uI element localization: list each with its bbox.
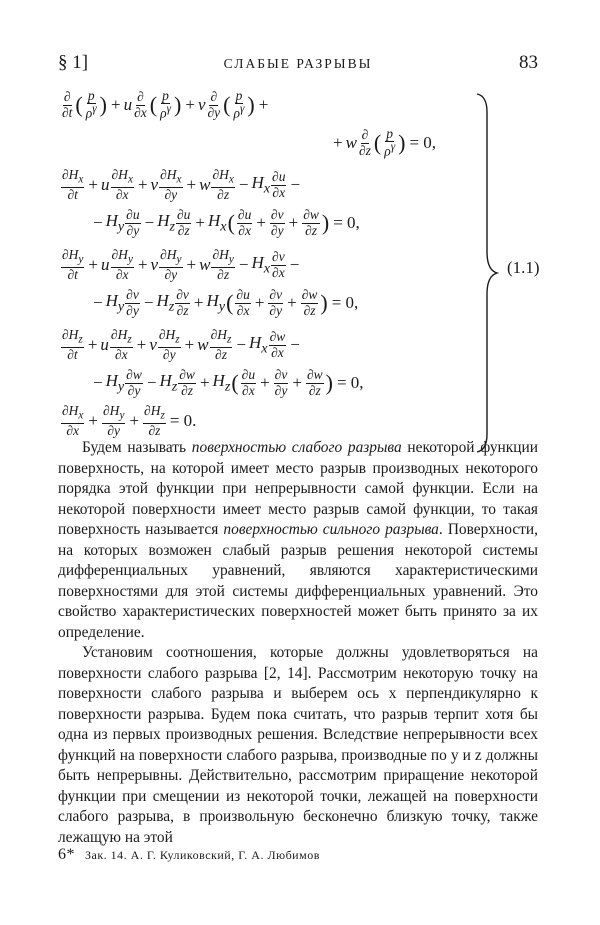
signature-mark: 6* [58,846,75,863]
paragraph-2: Установим соотношения, которые должны удовлетворяться на поверхности слабого разрыва [2, 14]. Рассмотрим некоторую точку на поверхности слабого разрыва и выберем ось x перпендикулярно к поверхности разрыва. Будем пока считать, что разрыв терпит хотя бы одна из первых производных решения. Вследствие непрерывности всех функций на поверхности слабого разрыва, производные по y и z должны быть непрерывны. Действительно, рассмотрим приращение некоторой функции при смещении из некоторой точки, лежащей на поверхности слабого разрыва, в произвольную бесконечно близкую точку, также лежащую на этой [58,644,538,846]
signature-text: Зак. 14. А. Г. Куликовский, Г. А. Любимов [85,848,320,862]
page-number: 83 [519,52,538,73]
body-text [58,438,538,848]
eq-line-4: − $H_y$ ∂u ∂y − $H_z$ ∂u ∂z + $H_x$ ( ∂u ∂x + $\frac{\partial v}{\partial y}$ + $\frac{\partial w}{\partial z}$ ) = 0, [93,207,360,238]
running-title: СЛАБЫЕ РАЗРЫВЫ [223,56,373,71]
eq-line-8: − $H_y$ ∂w ∂y − $H_z$ ∂w ∂z + $H_z$ ( ∂u ∂x + $\frac{\partial v}{\partial y}$ + $\frac{\partial w}{\partial z}$ ) = 0, [93,367,364,398]
right-brace [475,92,499,454]
paragraph-1: Будем называть поверхностью слабого разрыва некоторой функции поверхность, на которой имеет место разрыв производных некоторого порядка этой функции при непрерывности самой функции. Если на некоторой поверхности имеет место разрыв самой функции, то такая поверхность называется поверхностью сильного разрыва. Поверхности, на которых возможен слабый разрыв решения некоторой системы дифференциальных уравнений, являются характеристическими поверхностями для этой системы дифференциальных уравнений. Это свойство характеристических поверхностей может быть принято за их определение. [58,439,538,641]
term-strong-discontinuity: поверхностью сильного разрыва [223,521,439,538]
eq-line-5: $\partial H_y$ ∂t + u $\partial H_y$ ∂x + v $\partial H_y$ ∂y + w $\partial H_y$ ∂z − $H_x$ ∂v ∂x − [62,247,300,282]
section-mark: § 1] [58,52,89,73]
eq-line-3: $\partial H_x$ ∂t + u $\partial H_x$ ∂x + v $\partial H_x$ ∂y + w $\partial H_x$ ∂z − $H_x$ ∂u ∂x − [62,167,301,202]
page-header [58,52,538,76]
eq-line-6: − $H_y$ ∂v ∂y − $H_z$ ∂v ∂z + $H_y$ ( ∂u ∂x + $\frac{\partial v}{\partial y}$ + $\frac{\partial w}{\partial z}$ ) = 0, [93,287,359,318]
eq-line-2: + w ∂ ∂z ( p $\rho^\gamma$ ) = 0, [333,126,437,159]
eq-line-1: ∂ ∂t ( p $\rho^\gamma$ ) + u ∂ ∂x ( p $\rho^\gamma$ ) + v ∂ ∂y ( p $\rho^\gamma$ ) + [62,88,269,121]
eq-line-9: $\partial H_x$ ∂x + $\frac{\partial H_y}{\partial y}$ + $\frac{\partial H_z}{\partial z}$ = 0. [62,403,197,438]
eq-line-7: $\partial H_z$ ∂t + u $\partial H_z$ ∂x + v $\partial H_z$ ∂y + w $\partial H_z$ ∂z − $H_x$ ∂w ∂x − [62,327,300,362]
equation-number: (1.1) [507,258,540,277]
term-weak-discontinuity: поверхностью слабого разрыва [191,439,402,456]
footer-signature [58,846,538,864]
